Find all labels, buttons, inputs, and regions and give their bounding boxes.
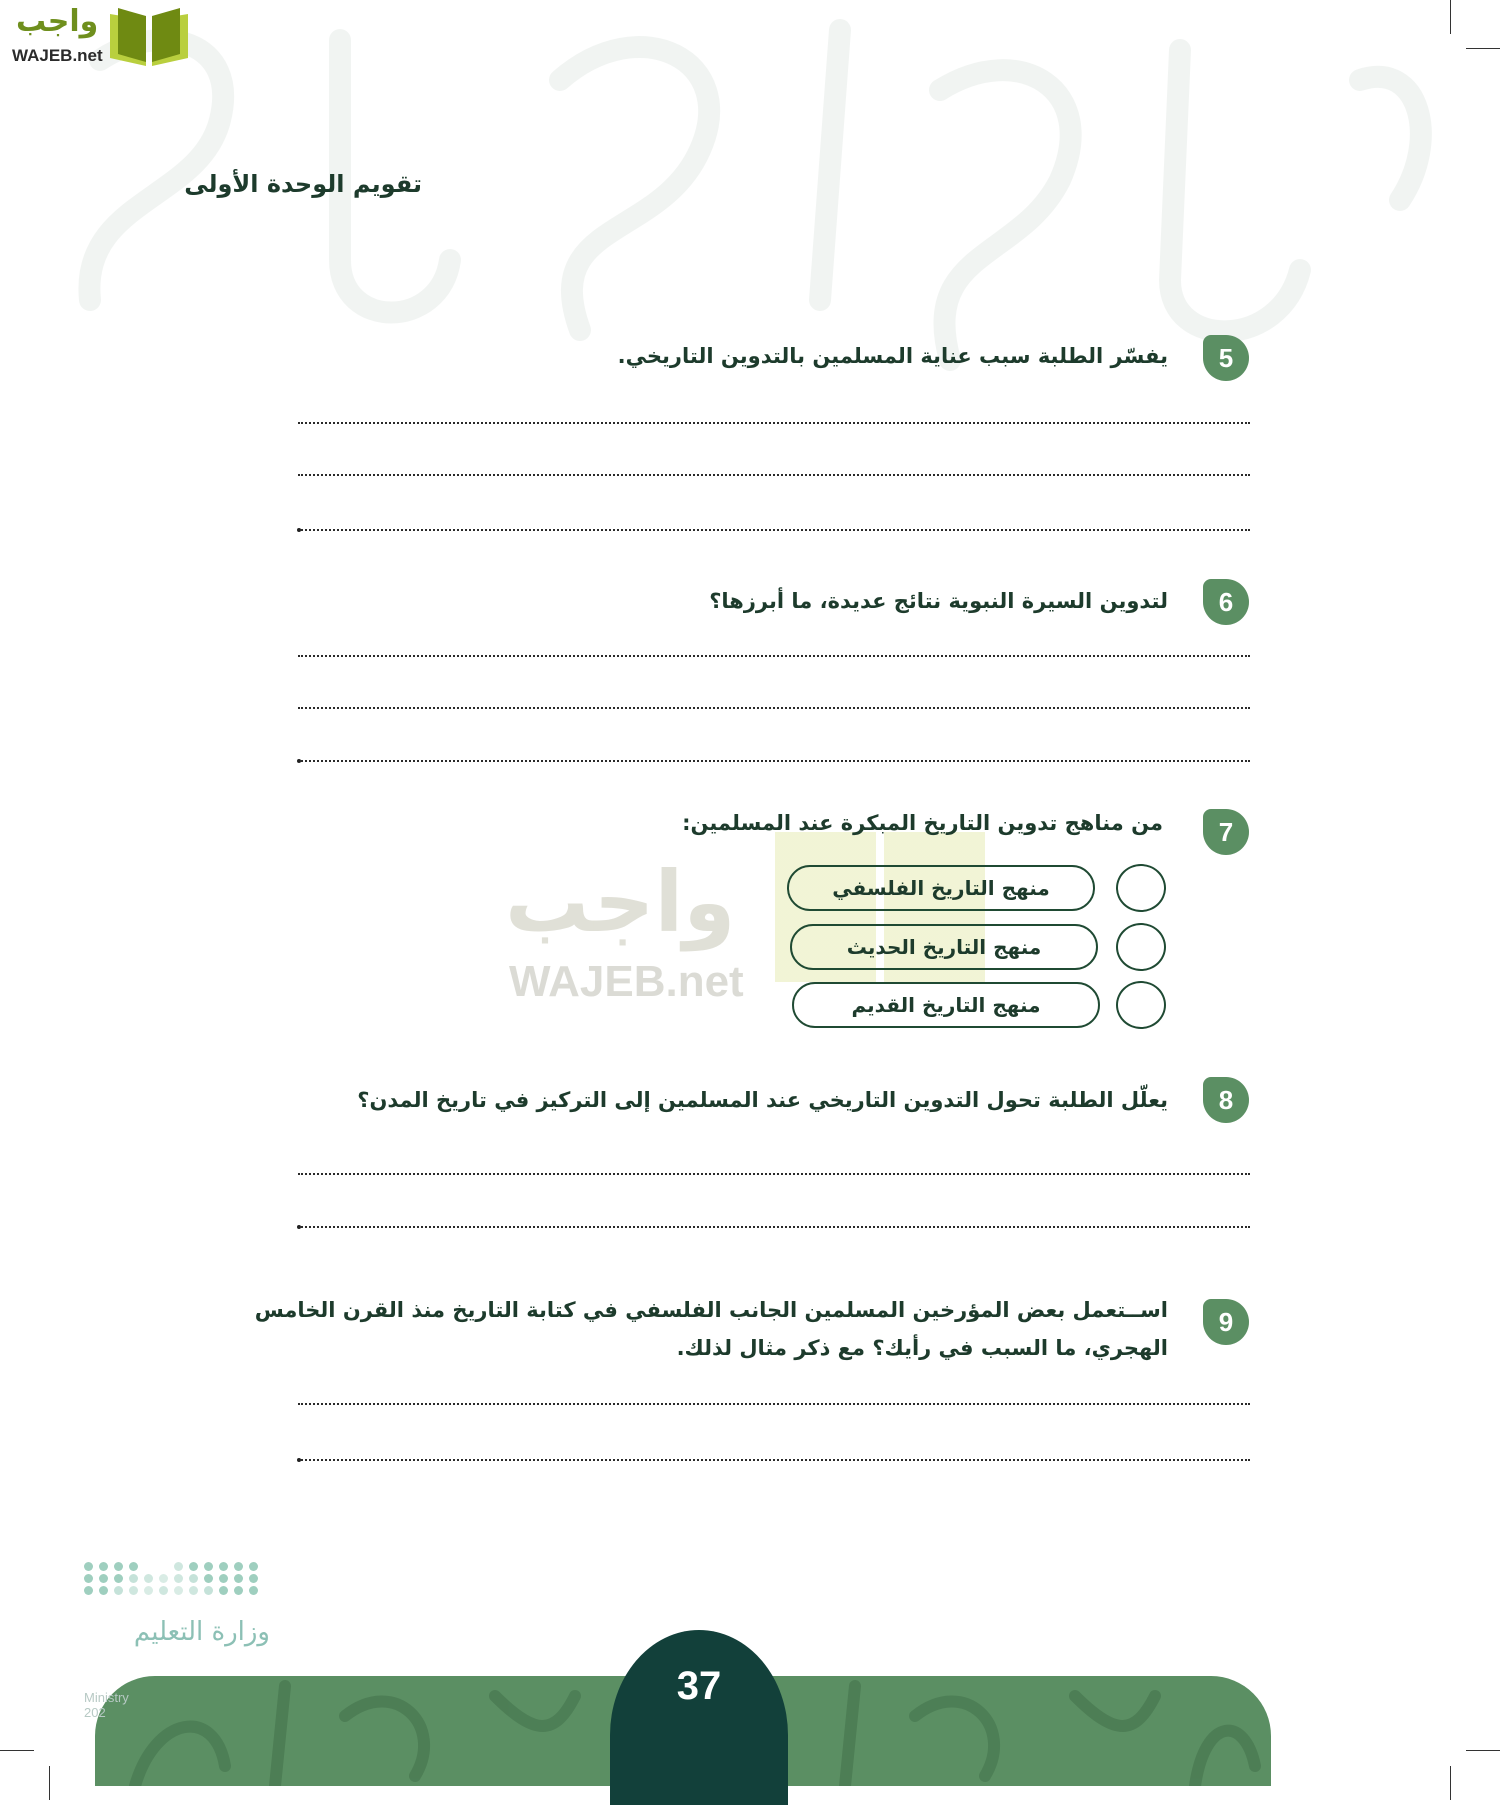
question-9-number-badge: 9 <box>1203 1299 1249 1345</box>
crop-mark <box>1466 1750 1500 1751</box>
question-6-number-badge: 6 <box>1203 579 1249 625</box>
option-1-label[interactable]: منهج التاريخ الفلسفي <box>787 865 1095 911</box>
answer-line[interactable] <box>298 1173 1250 1175</box>
line-end-dot <box>297 1458 301 1462</box>
question-7-text: من مناهج تدوين التاريخ المبكرة عند المسلمين: <box>682 811 1163 835</box>
ministry-english <box>84 1690 129 1720</box>
option-2-label[interactable]: منهج التاريخ الحديث <box>790 924 1098 970</box>
background-calligraphy <box>20 0 1450 470</box>
option-2-radio[interactable] <box>1116 923 1166 971</box>
line-end-dot <box>297 759 301 763</box>
crop-mark <box>1450 1766 1451 1800</box>
question-8-number-badge: 8 <box>1203 1077 1249 1123</box>
question-9-text-line-2: الهجري، ما السبب في رأيك؟ مع ذكر مثال لذلك. <box>676 1336 1168 1360</box>
question-6-text: لتدوين السيرة النبوية نتائج عديدة، ما أبرزها؟ <box>709 589 1168 613</box>
option-1-radio[interactable] <box>1116 864 1166 912</box>
book-icon <box>108 6 190 66</box>
answer-line[interactable] <box>298 655 1250 657</box>
line-end-dot <box>297 1225 301 1229</box>
question-7-number-badge: 7 <box>1203 809 1249 855</box>
answer-line[interactable] <box>298 422 1250 424</box>
ministry-name-english: Ministry <box>84 1690 129 1705</box>
answer-line[interactable] <box>298 1226 1250 1228</box>
question-9-text-line-1: اســتعمل بعض المؤرخين المسلمين الجانب الفلسفي في كتابة التاريخ منذ القرن الخامس <box>254 1298 1168 1322</box>
watermark-arabic: واجب <box>505 853 736 951</box>
ministry-dots-emblem <box>84 1562 270 1595</box>
crop-mark <box>49 1766 50 1800</box>
answer-line[interactable] <box>298 1459 1250 1461</box>
line-end-dot <box>297 528 301 532</box>
ministry-name-arabic: وزارة التعليم <box>133 1617 270 1647</box>
unit-title: تقويم الوحدة الأولى <box>184 170 422 198</box>
ministry-logo <box>84 1562 270 1647</box>
logo-arabic: واجب <box>16 4 99 39</box>
crop-mark <box>0 1750 34 1751</box>
answer-line[interactable] <box>298 474 1250 476</box>
answer-line[interactable] <box>298 760 1250 762</box>
ministry-year: 202 <box>84 1705 106 1720</box>
question-5-number-badge: 5 <box>1203 335 1249 381</box>
option-3-label[interactable]: منهج التاريخ القديم <box>792 982 1100 1028</box>
question-5-text: يفسّر الطلبة سبب عناية المسلمين بالتدوين التاريخي. <box>617 344 1168 368</box>
logo-latin: WAJEB.net <box>12 46 103 65</box>
watermark-latin: WAJEB.net <box>509 957 744 1006</box>
crop-mark <box>1466 48 1500 49</box>
page-number-text: 37 <box>676 1664 722 1708</box>
page-number <box>610 1630 788 1805</box>
wajeb-logo[interactable] <box>10 4 190 68</box>
answer-line[interactable] <box>298 707 1250 709</box>
answer-line[interactable] <box>298 1403 1250 1405</box>
answer-line[interactable] <box>298 529 1250 531</box>
question-8-text: يعلّل الطلبة تحول التدوين التاريخي عند المسلمين إلى التركيز في تاريخ المدن؟ <box>357 1088 1168 1112</box>
crop-mark <box>1450 0 1451 34</box>
option-3-radio[interactable] <box>1116 981 1166 1029</box>
